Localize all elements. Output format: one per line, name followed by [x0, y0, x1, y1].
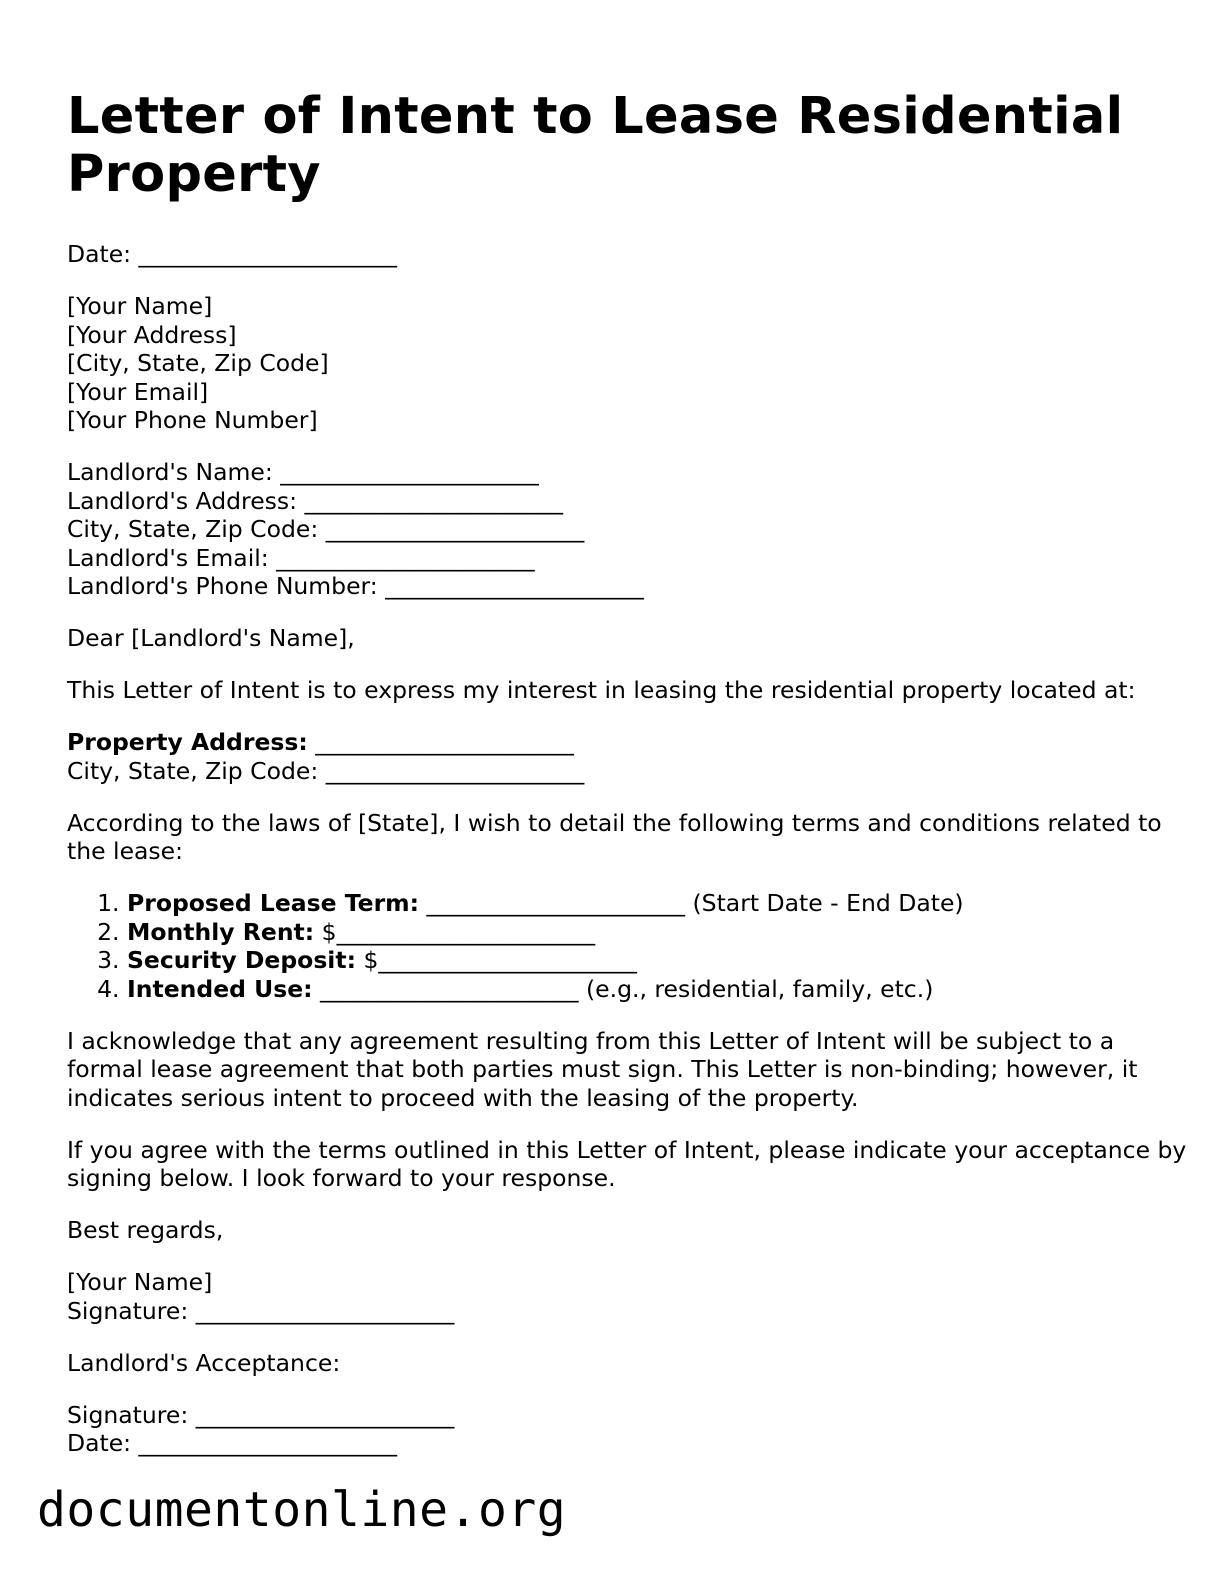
property-address-label: Property Address:	[67, 728, 308, 756]
list-item	[127, 975, 1187, 1004]
term-label: Intended Use:	[127, 974, 313, 1003]
landlord-email-field: Landlord's Email: ______________________	[67, 543, 535, 572]
letter-document	[67, 88, 1187, 1481]
landlord-name-field: Landlord's Name: ______________________	[67, 458, 539, 486]
intro-paragraph: This Letter of Intent is to express my interest in leasing the residential property located at:	[67, 676, 1136, 704]
list-item	[127, 889, 1187, 918]
terms-list	[67, 889, 1187, 1003]
sender-address: [Your Address]	[67, 320, 237, 349]
landlord-signature-block	[67, 1401, 1187, 1458]
sender-email: [Your Email]	[67, 377, 209, 406]
sender-city: [City, State, Zip Code]	[67, 349, 329, 377]
page-title: Letter of Intent to Lease Residential Property	[67, 87, 1124, 204]
sender-block	[67, 292, 1187, 435]
term-label: Proposed Lease Term:	[127, 889, 420, 917]
term-label: Monthly Rent:	[127, 917, 315, 946]
landlord-phone-field: Landlord's Phone Number: ______________________	[67, 572, 644, 600]
landlord-city-field: City, State, Zip Code: ______________________	[67, 515, 585, 543]
sender-name-closing: [Your Name]	[67, 1268, 213, 1296]
property-address-blank: ______________________	[307, 728, 574, 756]
term-value: $______________________	[314, 917, 596, 946]
sender-name: [Your Name]	[67, 292, 213, 320]
terms-intro-paragraph: According to the laws of [State], I wish to detail the following terms and conditions related to the lease:	[67, 808, 1162, 865]
salutation: Dear [Landlord's Name],	[67, 624, 355, 652]
landlord-acceptance-heading: Landlord's Acceptance:	[67, 1348, 341, 1377]
site-watermark: documentonline.org	[37, 1482, 567, 1538]
property-address-field	[67, 728, 1187, 757]
term-label: Security Deposit:	[127, 946, 356, 974]
property-city-field: City, State, Zip Code: ______________________	[67, 756, 585, 785]
closing: Best regards,	[67, 1216, 224, 1244]
property-block	[67, 728, 1187, 785]
list-item	[127, 918, 1187, 947]
sender-signature-field: Signature: ______________________	[67, 1296, 455, 1325]
acknowledgement-paragraph: I acknowledge that any agreement resulting from this Letter of Intent will be subject to a formal lease agreement that both parties must sign. This Letter is non-binding; however, it indicates serious intent to proceed with the leasing of the property.	[67, 1026, 1138, 1112]
term-value: $______________________	[356, 946, 637, 974]
landlord-block	[67, 458, 1187, 601]
agreement-paragraph: If you agree with the terms outlined in this Letter of Intent, please indicate your acceptance by signing below. I look forward to your response.	[67, 1135, 1187, 1192]
term-value: ______________________ (Start Date - End Date)	[419, 889, 964, 917]
sender-phone: [Your Phone Number]	[67, 406, 318, 434]
term-value: ______________________ (e.g., residential, family, etc.)	[312, 974, 934, 1003]
landlord-address-field: Landlord's Address: ______________________	[67, 486, 564, 515]
sender-signature-block	[67, 1268, 1187, 1325]
landlord-signature-field: Signature: ______________________	[67, 1400, 455, 1429]
landlord-date-field: Date: ______________________	[67, 1429, 398, 1457]
date-field: Date: ______________________	[67, 240, 398, 268]
list-item	[127, 946, 1187, 975]
